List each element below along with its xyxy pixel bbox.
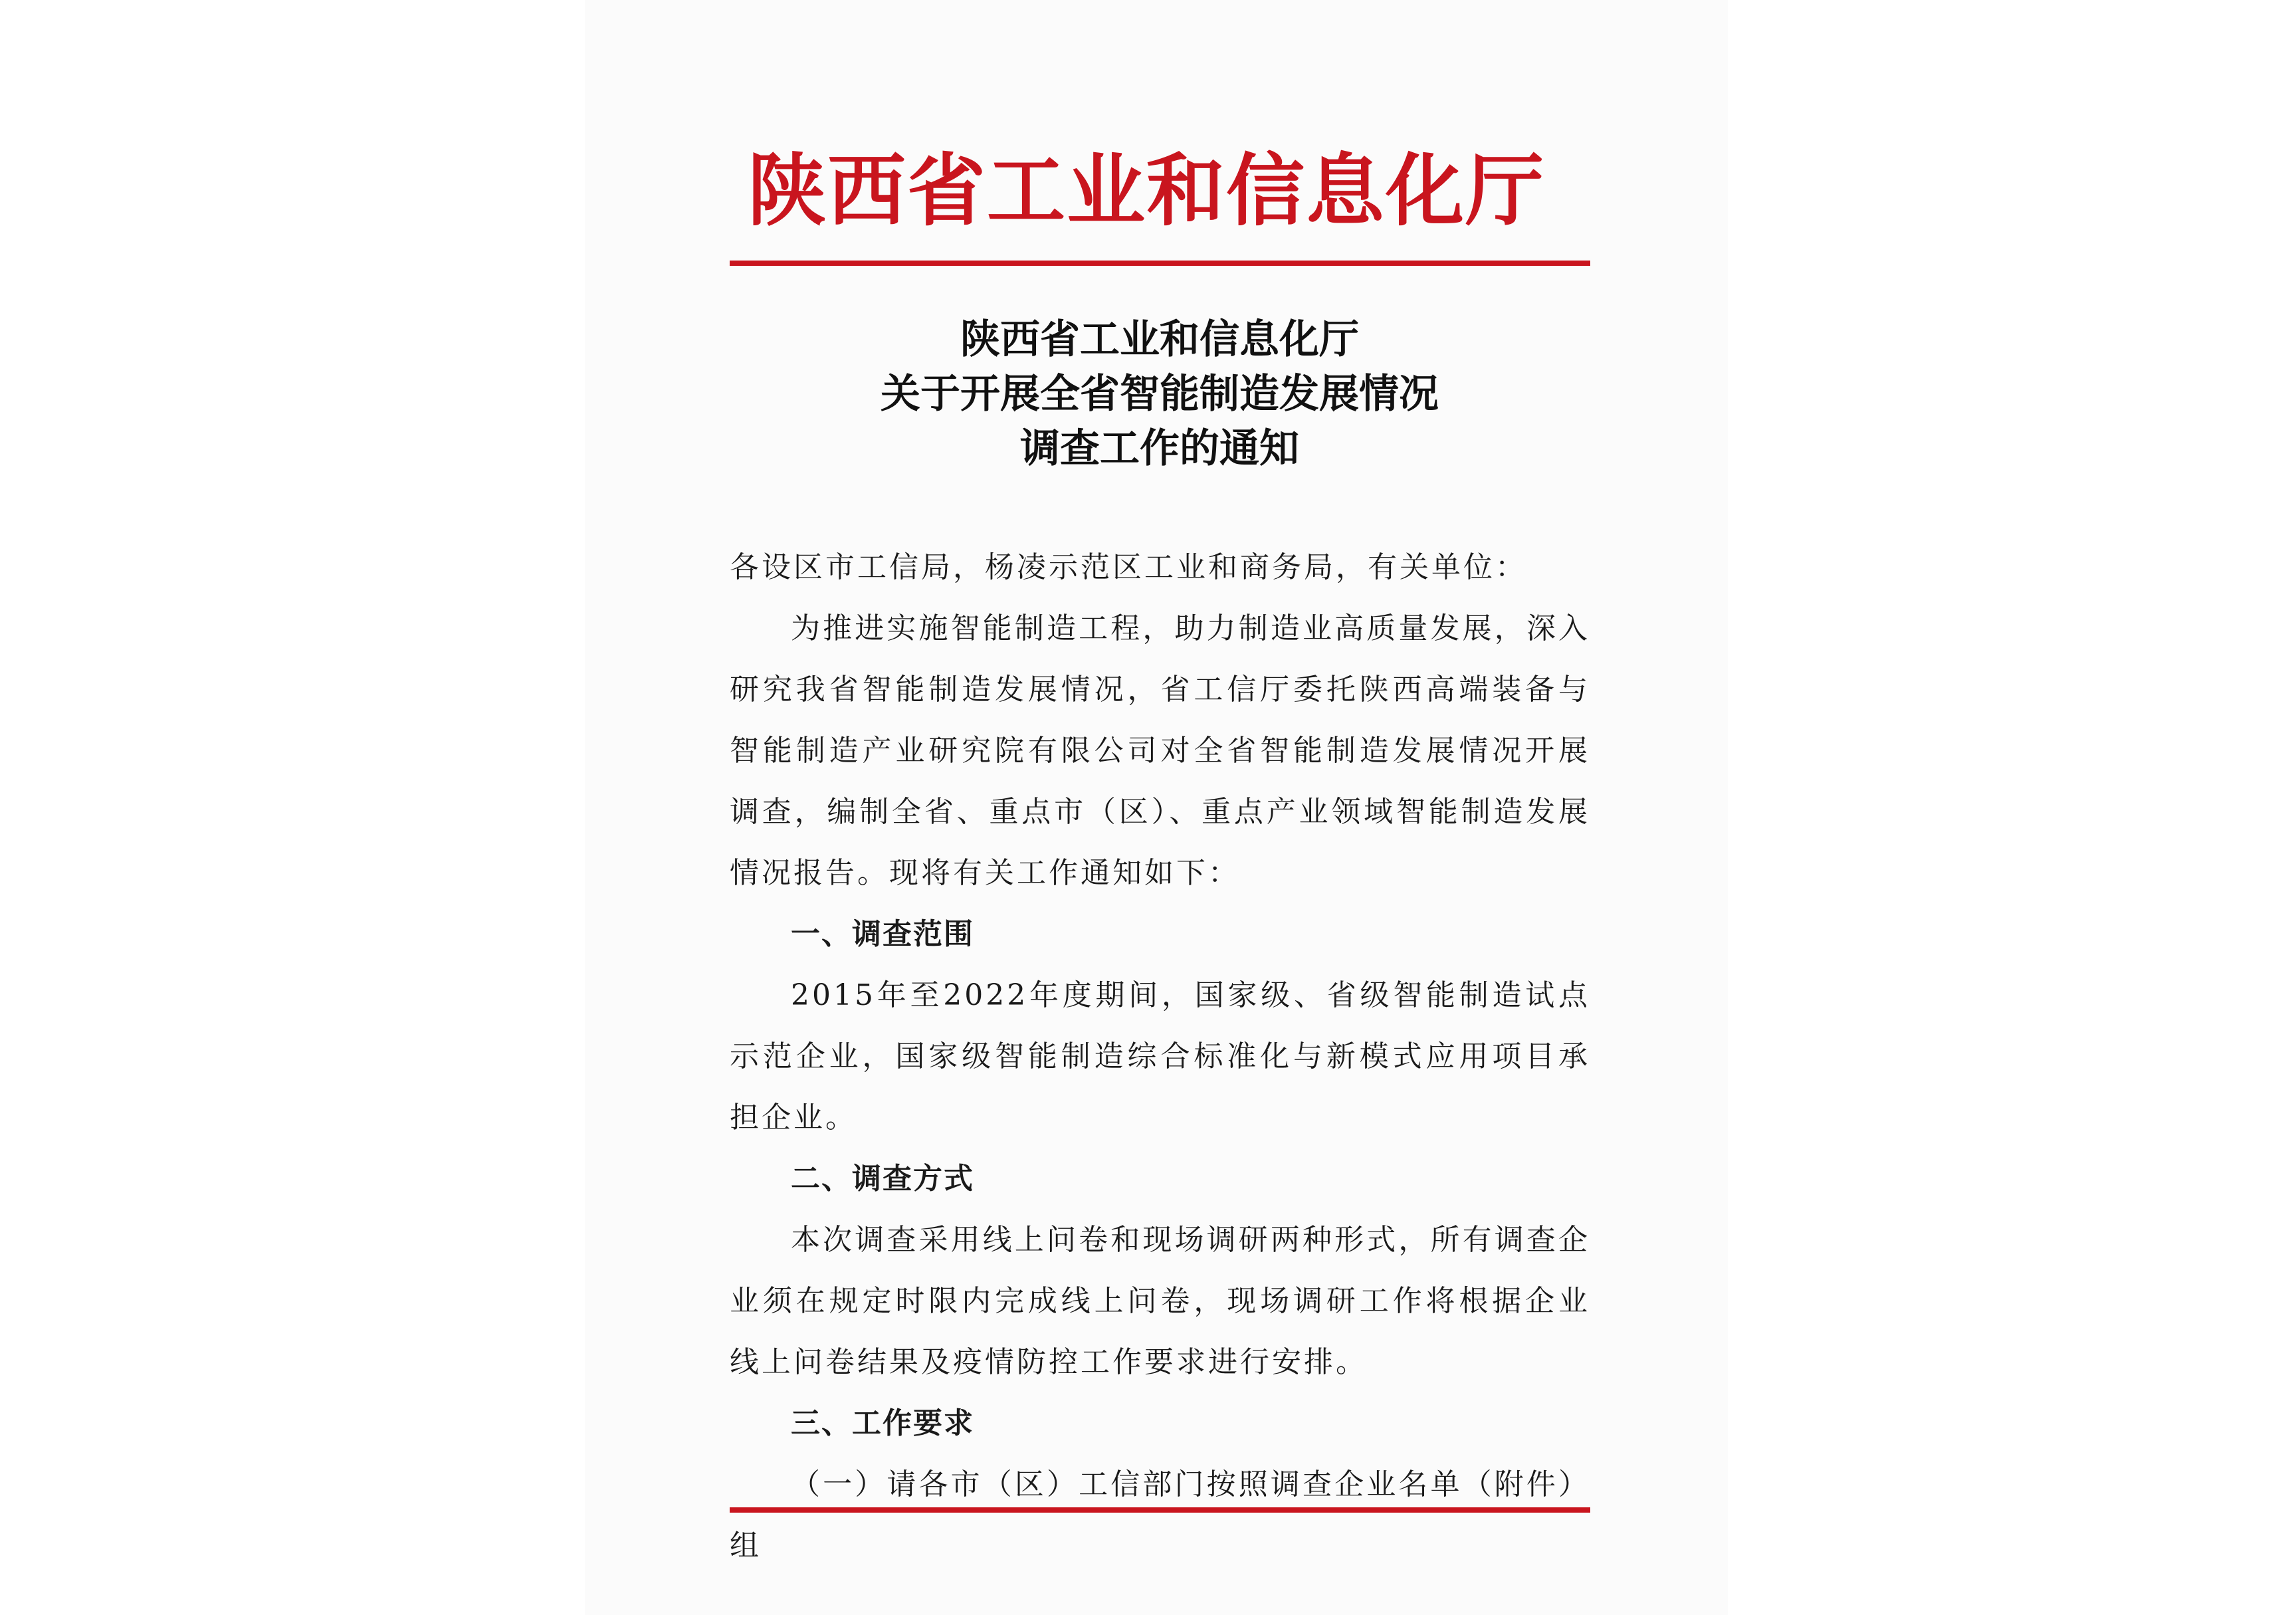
agency-header: 陕西省工业和信息化厅 <box>747 144 1545 237</box>
footer-red-rule <box>730 1507 1590 1513</box>
section-heading-method: 二、调查方式 <box>791 1162 974 1196</box>
title-line-2: 关于开展全省智能制造发展情况 <box>881 371 1439 417</box>
addressee: 各设区市工信局，杨凌示范区工业和商务局，有关单位： <box>730 550 1527 584</box>
section-text-method: 本次调查采用线上问卷和现场调研两种形式，所有调查企业须在规定时限内完成线上问卷，现场调研工作将根据企业线上问卷结果及疫情防控工作要求进行安排。 <box>730 1223 1590 1379</box>
document-title <box>731 312 1588 476</box>
title-line-3: 调查工作的通知 <box>1020 425 1299 472</box>
document-body <box>730 598 1590 1576</box>
section-text-scope: 2015年至2022年度期间，国家级、省级智能制造试点示范企业，国家级智能制造综合标准化与新模式应用项目承担企业。 <box>730 978 1590 1134</box>
intro-paragraph: 为推进实施智能制造工程，助力制造业高质量发展，深入研究我省智能制造发展情况，省工信厅委托陕西高端装备与智能制造产业研究院有限公司对全省智能制造发展情况开展调查，编制全省、重点市（区）、重点产业领域智能制造发展情况报告。现将有关工作通知如下： <box>730 611 1590 890</box>
section-heading-scope: 一、调查范围 <box>791 917 974 951</box>
title-line-1: 陕西省工业和信息化厅 <box>960 316 1359 363</box>
header-red-rule <box>730 261 1590 266</box>
section-heading-requirements: 三、工作要求 <box>791 1406 974 1440</box>
section-text-requirements: （一）请各市（区）工信部门按照调查企业名单（附件）组 <box>730 1467 1590 1562</box>
